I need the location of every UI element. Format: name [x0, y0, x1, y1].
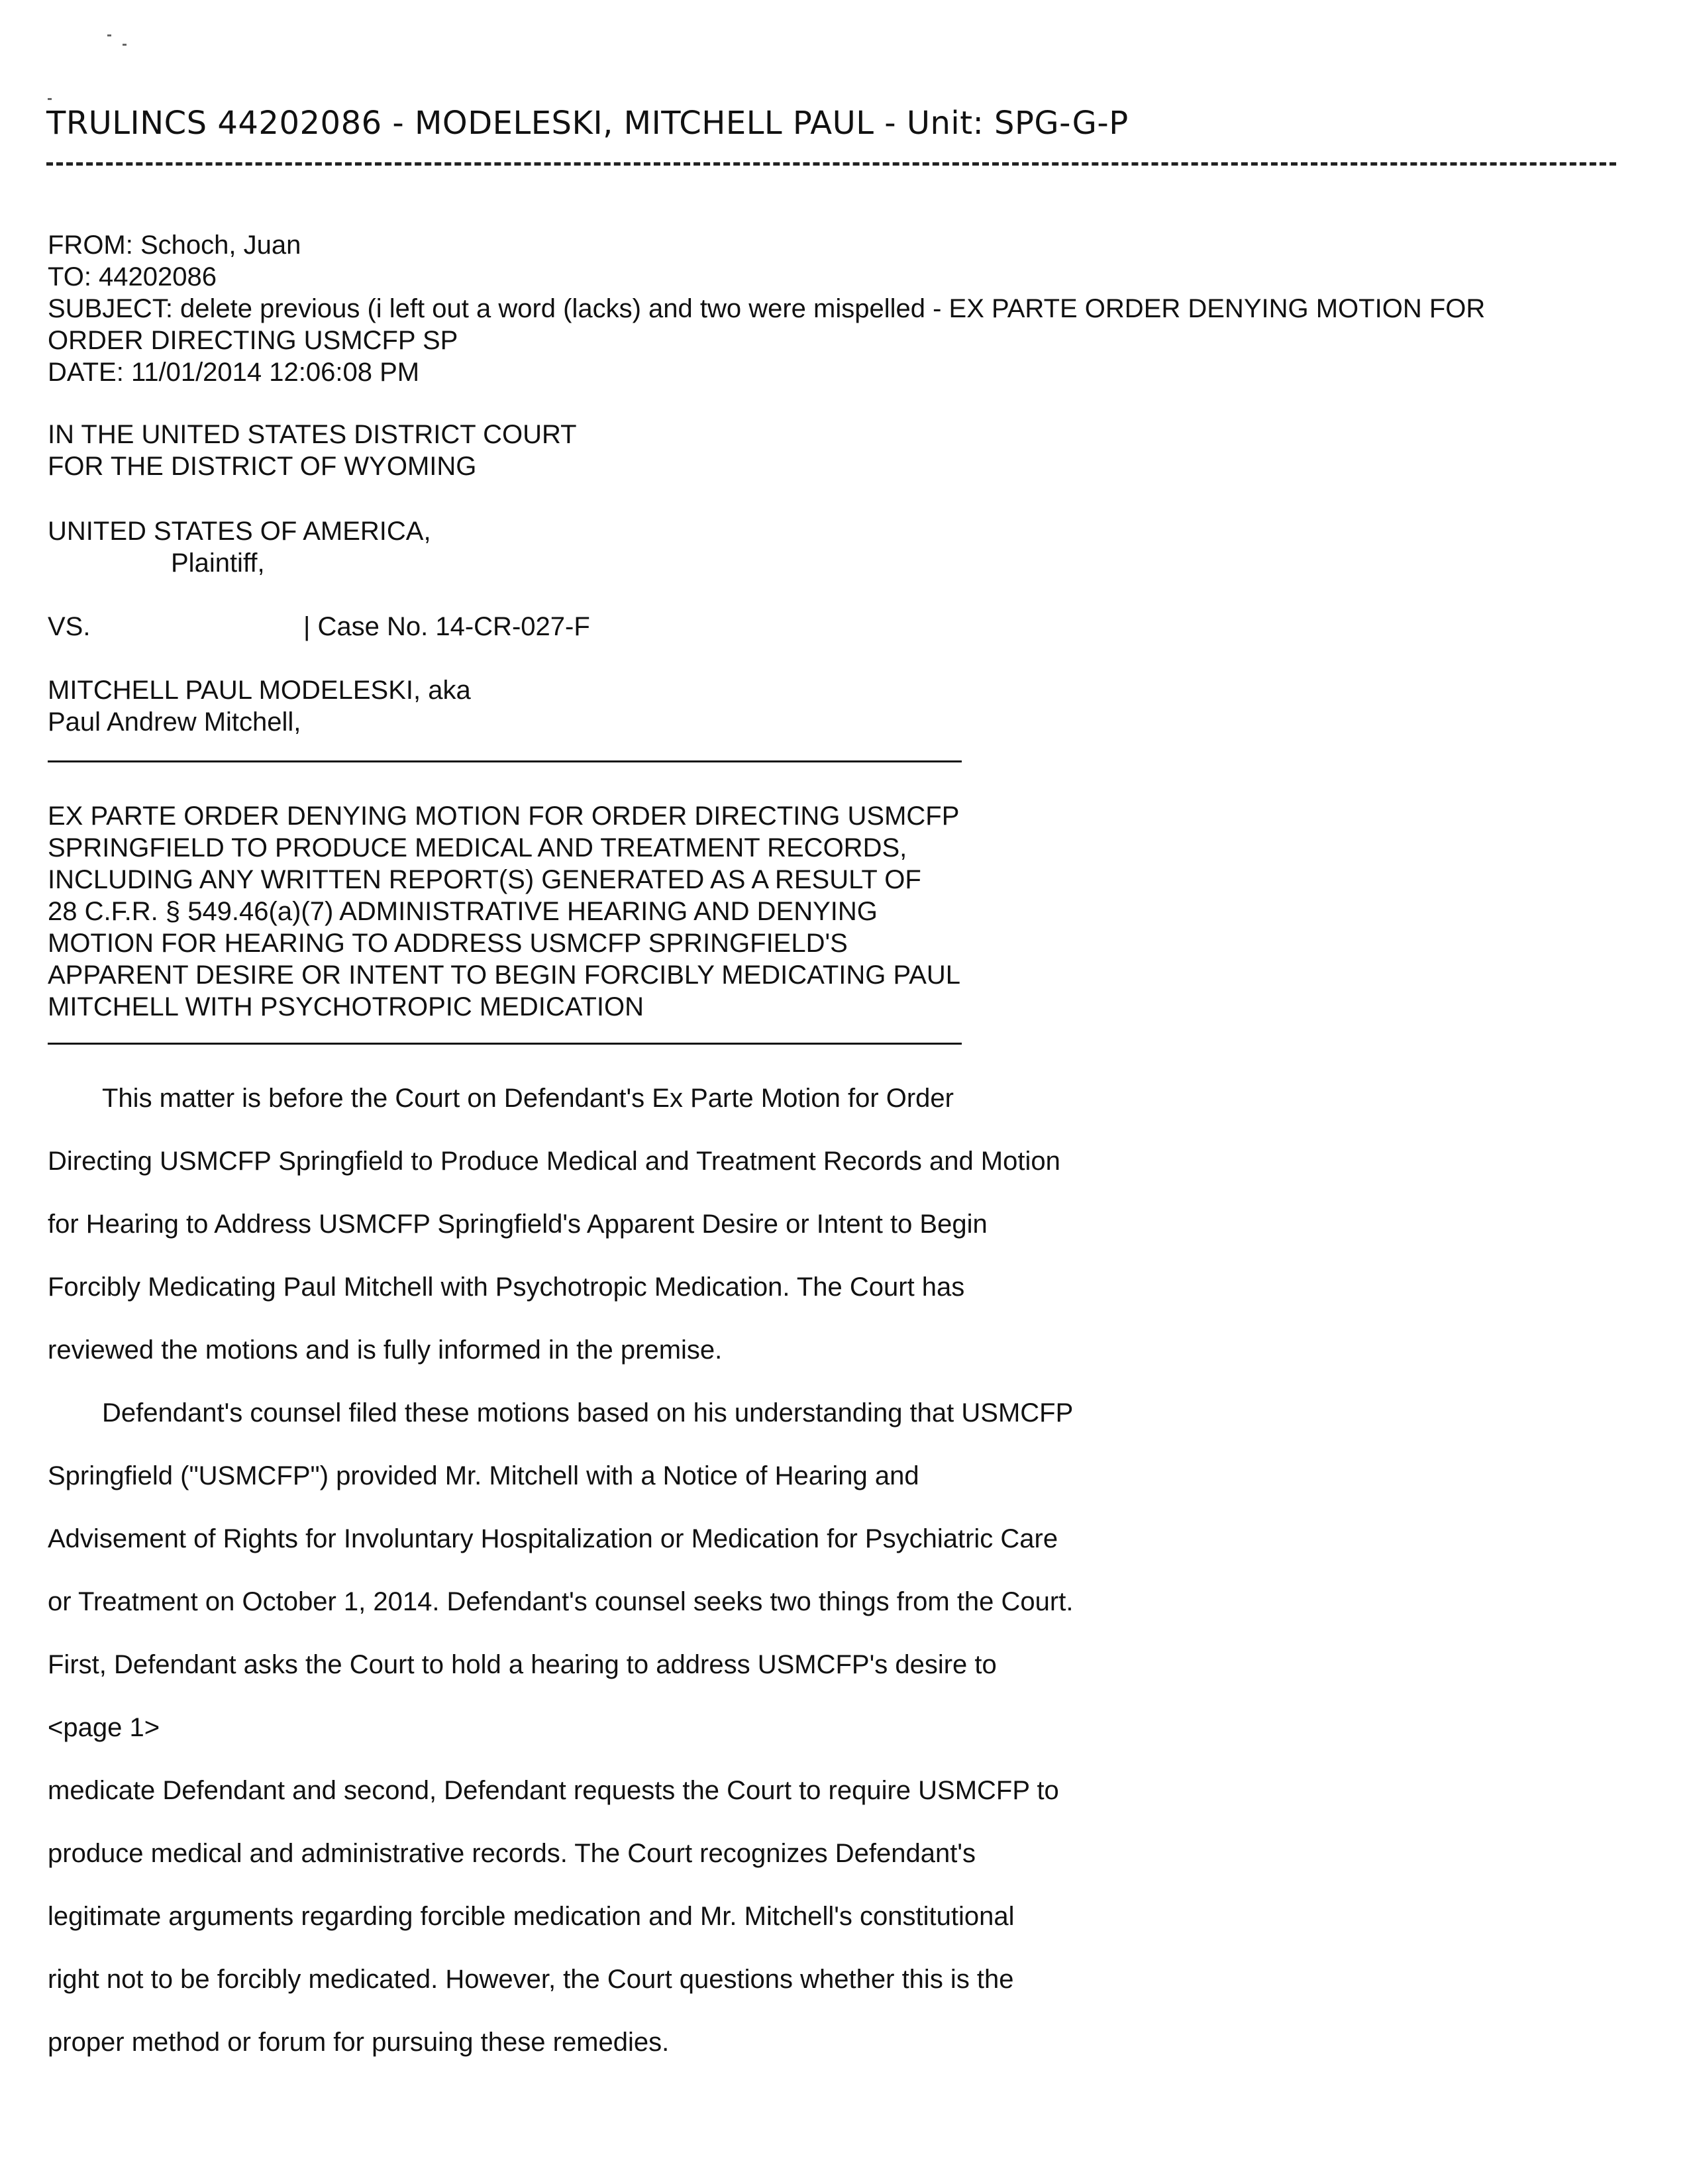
body-line: Springfield ("USMCFP") provided Mr. Mitchell with a Notice of Hearing and	[48, 1461, 919, 1490]
dashed-separator	[46, 162, 1616, 166]
page-marker: <page 1>	[48, 1713, 160, 1742]
order-title-line: EX PARTE ORDER DENYING MOTION FOR ORDER DIRECTING USMCFP	[48, 802, 960, 831]
subject-line: SUBJECT: delete previous (i left out a word (lacks) and two were mispelled - EX PARTE ORDER DENYING MOTION FOR	[48, 294, 1486, 323]
plaintiff-role: Plaintiff,	[171, 548, 265, 578]
body-line: First, Defendant asks the Court to hold a hearing to address USMCFP's desire to	[48, 1650, 997, 1679]
order-title-line: 28 C.F.R. § 549.46(a)(7) ADMINISTRATIVE HEARING AND DENYING	[48, 897, 878, 926]
from-line: FROM: Schoch, Juan	[48, 231, 301, 260]
caption-rule-top	[48, 760, 962, 762]
versus-label: VS.	[48, 612, 91, 641]
body-line: or Treatment on October 1, 2014. Defendant's counsel seeks two things from the Court.	[48, 1587, 1074, 1616]
order-title-line: MOTION FOR HEARING TO ADDRESS USMCFP SPRINGFIELD'S	[48, 929, 848, 958]
body-line: Forcibly Medicating Paul Mitchell with Psychotropic Medication. The Court has	[48, 1273, 965, 1302]
order-title-line: SPRINGFIELD TO PRODUCE MEDICAL AND TREATMENT RECORDS,	[48, 833, 907, 862]
order-title-line: APPARENT DESIRE OR INTENT TO BEGIN FORCIBLY MEDICATING PAUL	[48, 961, 961, 990]
scan-speck	[123, 44, 127, 46]
body-line: This matter is before the Court on Defendant's Ex Parte Motion for Order	[102, 1084, 954, 1113]
body-line: produce medical and administrative records. The Court recognizes Defendant's	[48, 1839, 976, 1868]
subject-line-continued: ORDER DIRECTING USMCFP SP	[48, 326, 458, 355]
case-number: | Case No. 14-CR-027-F	[303, 612, 590, 641]
body-line: proper method or forum for pursuing these remedies.	[48, 2028, 670, 2057]
body-line: Defendant's counsel filed these motions based on his understanding that USMCFP	[102, 1398, 1074, 1428]
body-line: reviewed the motions and is fully informed in the premise.	[48, 1335, 723, 1365]
body-line: legitimate arguments regarding forcible medication and Mr. Mitchell's constitutional	[48, 1902, 1015, 1931]
order-title-line: MITCHELL WITH PSYCHOTROPIC MEDICATION	[48, 992, 644, 1021]
plaintiff-name: UNITED STATES OF AMERICA,	[48, 517, 431, 546]
court-name: IN THE UNITED STATES DISTRICT COURT	[48, 420, 577, 449]
body-line: right not to be forcibly medicated. However, the Court questions whether this is the	[48, 1965, 1014, 1994]
body-line: Advisement of Rights for Involuntary Hospitalization or Medication for Psychiatric Care	[48, 1524, 1058, 1553]
body-line: for Hearing to Address USMCFP Springfield's Apparent Desire or Intent to Begin	[48, 1210, 988, 1239]
scan-speck	[48, 98, 52, 100]
date-line: DATE: 11/01/2014 12:06:08 PM	[48, 358, 420, 387]
scan-speck	[107, 34, 111, 36]
defendant-name: MITCHELL PAUL MODELESKI, aka	[48, 676, 471, 705]
trulincs-header: TRULINCS 44202086 - MODELESKI, MITCHELL PAUL - Unit: SPG-G-P	[46, 105, 1129, 142]
defendant-alias: Paul Andrew Mitchell,	[48, 707, 301, 737]
to-line: TO: 44202086	[48, 262, 217, 291]
order-title-line: INCLUDING ANY WRITTEN REPORT(S) GENERATED AS A RESULT OF	[48, 865, 921, 894]
court-district: FOR THE DISTRICT OF WYOMING	[48, 452, 477, 481]
caption-rule-bottom	[48, 1043, 962, 1045]
body-line: medicate Defendant and second, Defendant requests the Court to require USMCFP to	[48, 1776, 1059, 1805]
body-line: Directing USMCFP Springfield to Produce Medical and Treatment Records and Motion	[48, 1147, 1060, 1176]
